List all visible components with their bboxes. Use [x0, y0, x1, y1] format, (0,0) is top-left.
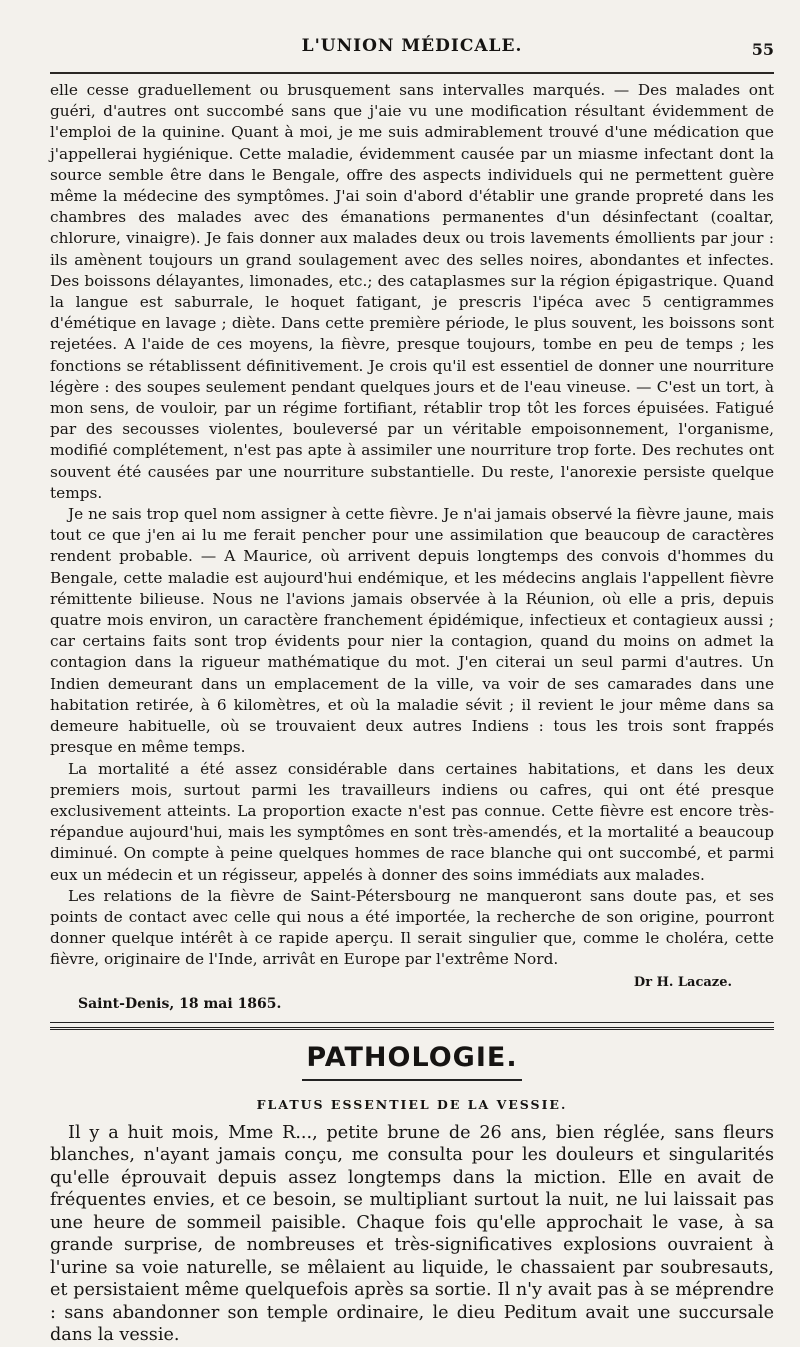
author-signature: Dr H. Lacaze.	[633, 974, 732, 990]
pathology-article	[50, 1122, 774, 1347]
running-title: L'UNION MÉDICALE.	[301, 36, 523, 56]
paragraph-3: La mortalité a été assez considérable dans certaines habitations, et dans les deux premiers mois, surtout parmi les travailleurs indiens ou cafres, qui ont été presque exclusivement atteints. La proportion exacte n'est pas connue. Cette fièvre est encore très-répandue aujourd'hui, mais les symptômes en sont très-amendés, et la mortalité a beaucoup diminué. On compte à peine quelques hommes de race blanche qui ont succombé, et parmi eux un médecin et un régisseur, appelés à donner des soins immédiats aux malades.	[50, 759, 774, 884]
paragraph-1: elle cesse graduellement ou brusquement sans intervalles marqués. — Des malades ont guéri, d'autres ont succombé sans que j'aie vu une modification résultant évidemment de l'emploi de la quinine. Quant à moi, je me suis admirablement trouvé d'une médication que j'appellerai hygiénique. Cette maladie, évidemment causée par un miasme infectant dont la source semble être dans le Bengale, offre des aspects individuels qui ne permettent guère même la médecine des symptômes. J'ai soin d'abord d'établir une grande propreté dans les chambres des malades avec des émanations permanentes d'un désinfectant (coaltar, chlorure, vinaigre). Je fais donner aux malades deux ou trois lavements émollients par jour : ils amènent toujours un grand soulagement avec des selles noires, abondantes et infectes. Des boissons délayantes, limonades, etc.; des cataplasmes sur la région épigastrique. Quand la langue est saburrale, le hoquet fatigant, je prescris l'ipéca avec 5 centigrammes d'émétique en lavage ; diète. Dans cette première période, le plus souvent, les boissons sont rejetées. A l'aide de ces moyens, la fièvre, presque toujours, tombe en peu de temps ; les fonctions se rétablissent définitivement. Je crois qu'il est essentiel de donner une nourriture légère : des soupes seulement pendant quelques jours et de l'eau vineuse. — C'est un tort, à mon sens, de vouloir, par un régime fortifiant, rétablir trop tôt les forces épuisées. Fatigué par des secousses violentes, bouleversé par un véritable empoisonnement, l'organisme, modifié complétement, n'est pas apte à assimiler une nourriture trop forte. Des rechutes ont souvent été causées par une nourriture substantielle. Du reste, l'anorexie persiste quelque temps.	[50, 81, 774, 502]
section-rule-top	[50, 1022, 774, 1023]
article-body	[50, 80, 774, 971]
section-title: PATHOLOGIE.	[306, 1041, 518, 1073]
dateline: Saint-Denis, 18 mai 1865.	[78, 995, 282, 1012]
pathology-paragraph: Il y a huit mois, Mme R..., petite brune de 26 ans, bien réglée, sans fleurs blanches, n'ayant jamais conçu, me consulta pour les douleurs et singularités qu'elle éprouvait depuis assez longtemps dans la miction. Elle en avait de fréquentes envies, et ce besoin, se multipliant surtout la nuit, ne lui laissait pas une heure de sommeil paisible. Chaque fois qu'elle approchait le vase, à sa grande surprise, de nombreuses et très-significatives explosions ouvraient à l'urine sa voie naturelle, se mêlaient au liquide, le chassaient par soubresauts, et persistaient même quelquefois après sa sortie. Il n'y avait pas à se méprendre : sans abandonner son temple ordinaire, le dieu Peditum avait une succursale dans la vessie.	[50, 1122, 774, 1346]
page-header	[50, 28, 774, 72]
section-rule-double	[50, 1027, 774, 1030]
paragraph-4: Les relations de la fièvre de Saint-Pétersbourg ne manqueront sans doute pas, et ses points de contact avec celle qui nous a été importée, la recherche de son origine, pourront donner quelque intérêt à ce rapide aperçu. Il serait singulier que, comme le choléra, cette fièvre, originaire de l'Inde, arrivât en Europe par l'extrême Nord.	[50, 886, 774, 969]
page-number: 55	[751, 40, 774, 59]
article-title: FLATUS ESSENTIEL DE LA VESSIE.	[256, 1096, 568, 1112]
header-rule	[50, 72, 774, 74]
section-title-underline	[302, 1079, 522, 1081]
paragraph-2: Je ne sais trop quel nom assigner à cette fièvre. Je n'ai jamais observé la fièvre jaune, mais tout ce que j'en ai lu me ferait pencher pour une assimilation que beaucoup de caractères rendent probable. — A Maurice, où arrivent depuis longtemps des convois d'hommes du Bengale, cette maladie est aujourd'hui endémique, et les médecins anglais l'appellent fièvre rémittente bilieuse. Nous ne l'avions jamais observée à la Réunion, où elle a pris, depuis quatre mois environ, un caractère franchement épidémique, infectieux et contagieux aussi ; car certains faits sont trop évidents pour nier la contagion, quand du moins on admet la contagion dans la rigueur mathématique du mot. J'en citerai un seul parmi d'autres. Un Indien demeurant dans un emplacement de la ville, va voir de ses camarades dans une habitation retirée, à 6 kilomètres, et où la maladie sévit ; il revient le jour même dans sa demeure habituelle, où se trouvaient deux autres Indiens : tous les trois sont frappés presque en même temps.	[50, 505, 774, 757]
